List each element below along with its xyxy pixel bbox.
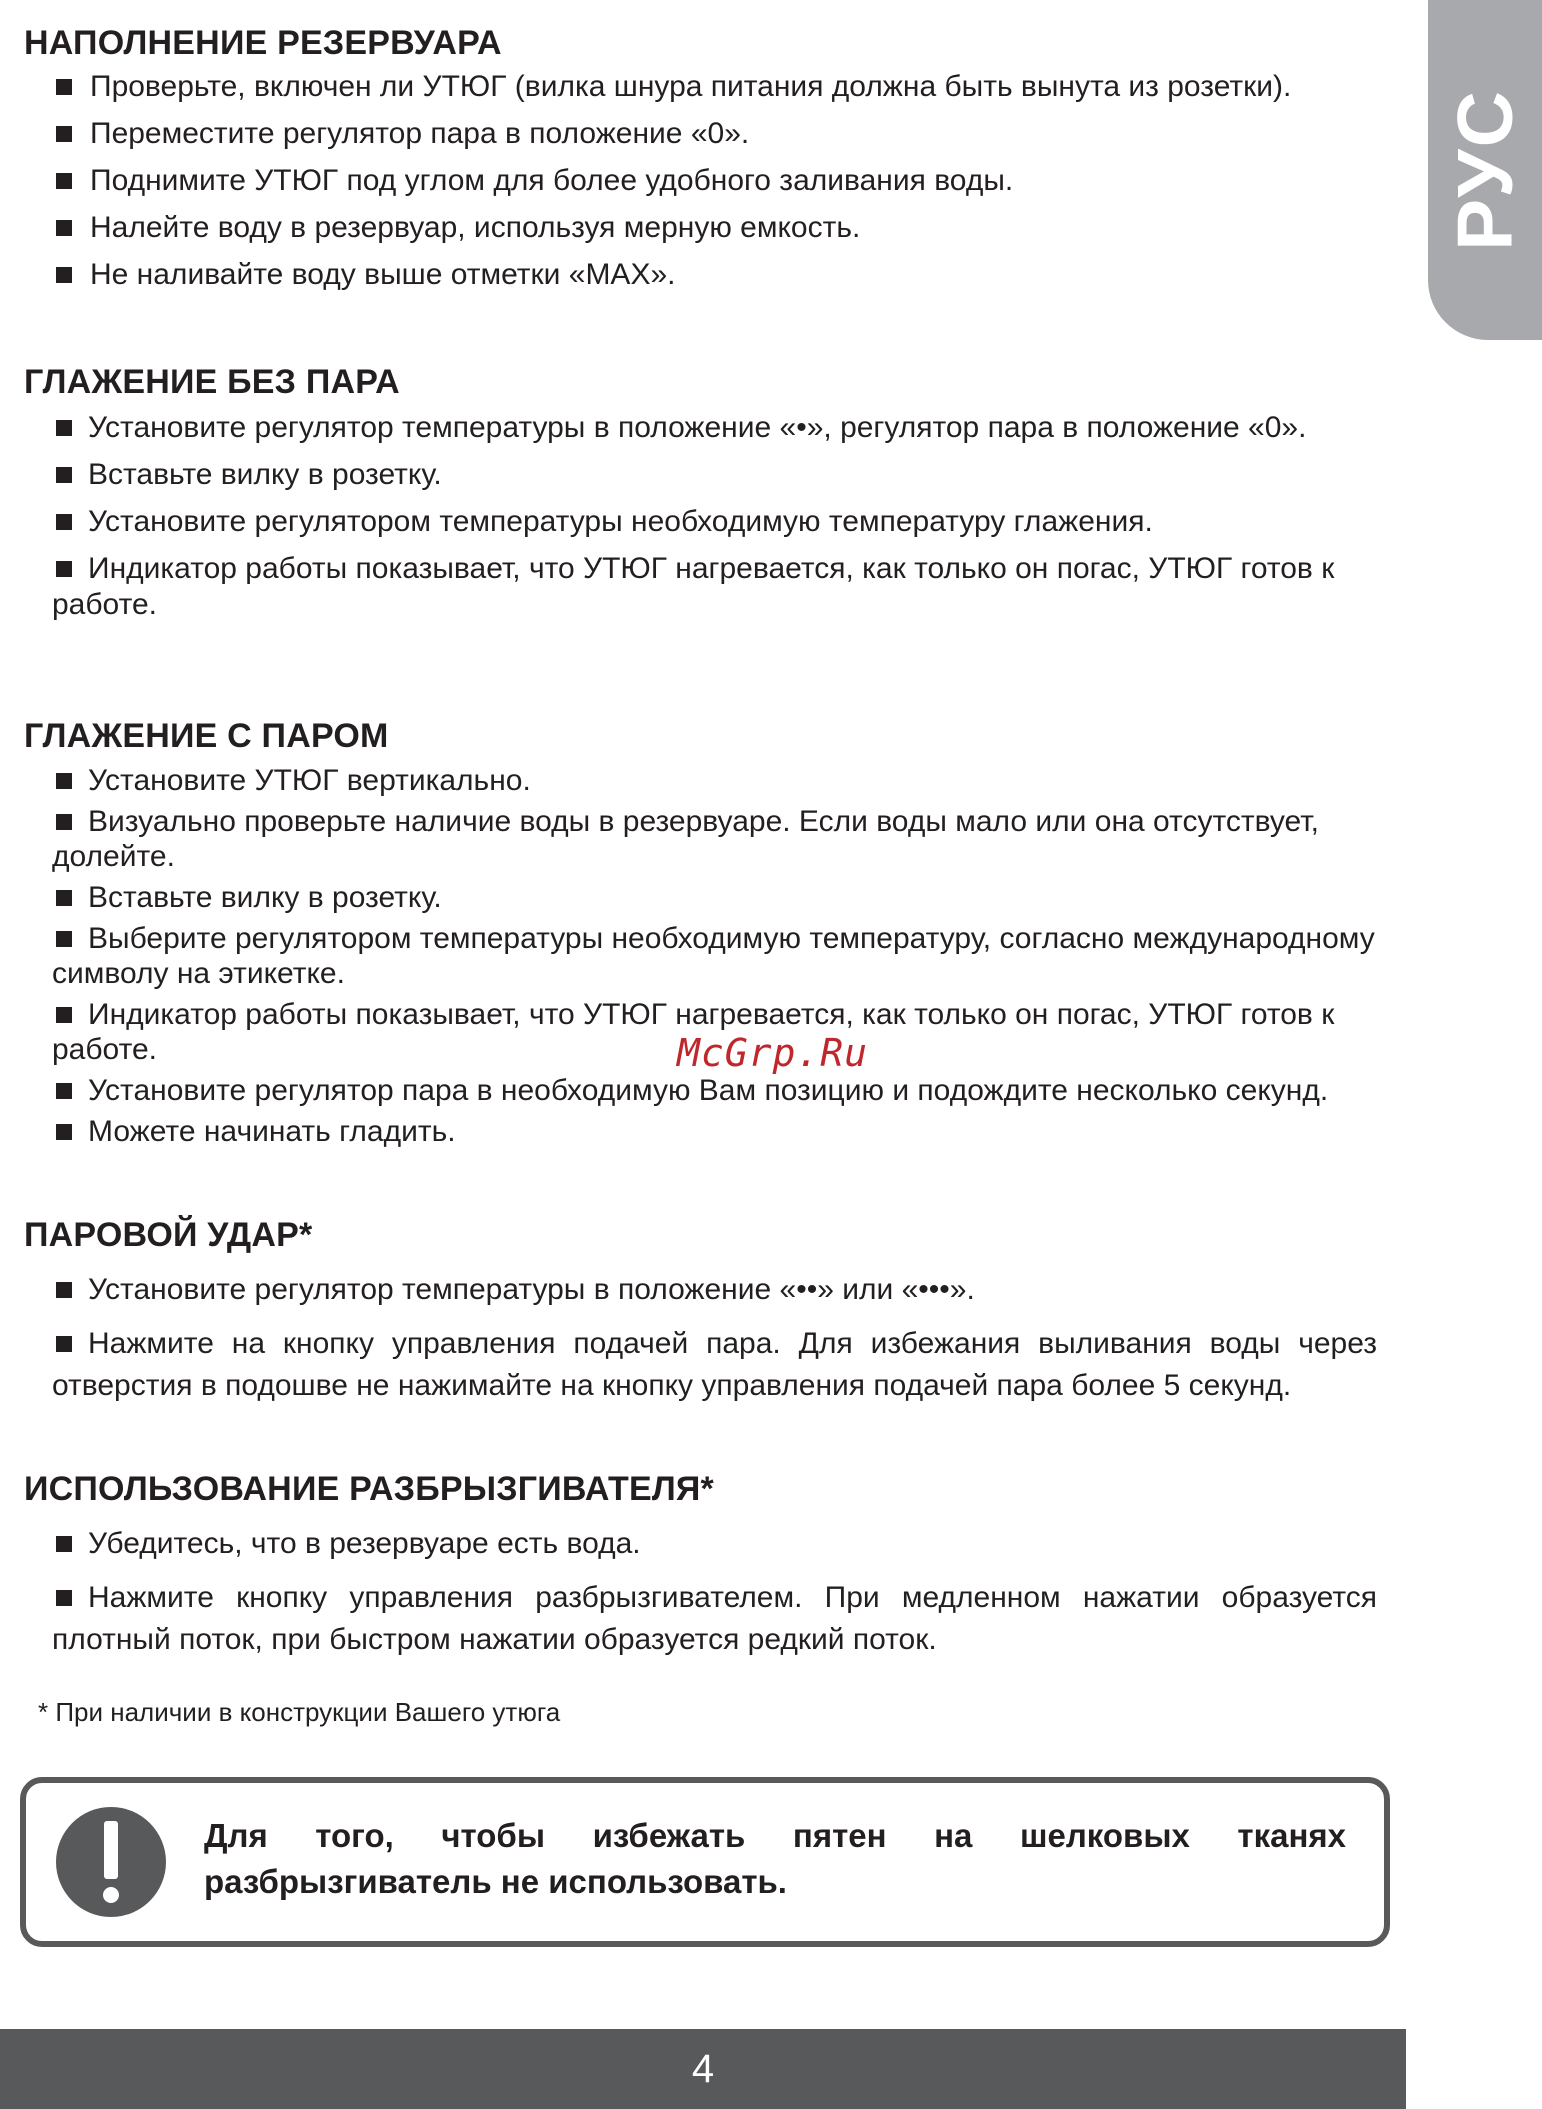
bullet-list bbox=[0, 69, 1400, 293]
list-item-text: Нажмите кнопку управления разбрызгивателем. При медленном нажатии образуется плотный поток, при быстром нажатии образуется редкий поток. bbox=[52, 1581, 1377, 1656]
list-item bbox=[0, 69, 1379, 105]
square-bullet-icon bbox=[56, 1536, 72, 1552]
list-item bbox=[0, 1073, 1377, 1108]
list-item bbox=[0, 1114, 1377, 1149]
list-item-text: Индикатор работы показывает, что УТЮГ нагревается, как только он погас, УТЮГ готов к работе. bbox=[52, 998, 1335, 1066]
list-item bbox=[0, 551, 1377, 623]
language-tab-label: РУС bbox=[1440, 89, 1529, 251]
section-title: ИСПОЛЬЗОВАНИЕ РАЗБРЫЗГИВАТЕЛЯ* bbox=[24, 1470, 714, 1508]
list-item-text: Визуально проверьте наличие воды в резервуаре. Если воды мало или она отсутствует, долейте. bbox=[52, 805, 1319, 873]
list-item-text: Убедитесь, что в резервуаре есть вода. bbox=[88, 1527, 641, 1560]
list-item bbox=[0, 1523, 1377, 1565]
list-item bbox=[0, 804, 1377, 874]
square-bullet-icon bbox=[56, 931, 72, 947]
list-item bbox=[0, 1269, 1377, 1311]
list-item-text: Нажмите на кнопку управления подачей пара. Для избежания выливания воды через отверстия в подошве не нажимайте на кнопку управления подачей пара более 5 секунд. bbox=[52, 1327, 1377, 1402]
list-item-text: Поднимите УТЮГ под углом для более удобного заливания воды. bbox=[90, 164, 1014, 197]
list-item bbox=[0, 210, 1379, 246]
list-item bbox=[0, 1577, 1377, 1661]
warning-text: Для того, чтобы избежать пятен на шелковых тканях разбрызгиватель не использовать. bbox=[204, 1817, 1346, 1900]
square-bullet-icon bbox=[56, 420, 72, 436]
list-item-text: Установите регулятором температуры необходимую температуру глажения. bbox=[88, 505, 1153, 538]
square-bullet-icon bbox=[56, 1007, 72, 1023]
list-item-text: Вставьте вилку в розетку. bbox=[88, 458, 442, 491]
section-ironing-with-steam bbox=[0, 717, 1400, 1155]
list-item bbox=[0, 504, 1377, 540]
language-tab bbox=[1428, 0, 1542, 340]
list-item-text: Индикатор работы показывает, что УТЮГ нагревается, как только он погас, УТЮГ готов к работе. bbox=[52, 552, 1335, 621]
watermark: McGrp.Ru bbox=[677, 1031, 869, 1075]
square-bullet-icon bbox=[56, 1590, 72, 1606]
list-item-text: Налейте воду в резервуар, используя мерную емкость. bbox=[90, 211, 861, 244]
square-bullet-icon bbox=[56, 890, 72, 906]
square-bullet-icon bbox=[56, 1083, 72, 1099]
list-item bbox=[0, 257, 1379, 293]
square-bullet-icon bbox=[56, 467, 72, 483]
warning-box bbox=[20, 1777, 1390, 1947]
list-item-text: Установите регулятор пара в необходимую Вам позицию и подождите несколько секунд. bbox=[88, 1074, 1329, 1107]
bullet-list bbox=[0, 1269, 1400, 1407]
section-steam-shot bbox=[0, 1216, 1400, 1419]
square-bullet-icon bbox=[56, 1124, 72, 1140]
section-title: ПАРОВОЙ УДАР* bbox=[24, 1216, 313, 1254]
section-sprayer-use bbox=[0, 1470, 1400, 1673]
list-item bbox=[0, 163, 1379, 199]
square-bullet-icon bbox=[56, 1282, 72, 1298]
square-bullet-icon bbox=[56, 561, 72, 577]
square-bullet-icon bbox=[56, 173, 72, 189]
page-number: 4 bbox=[691, 2047, 715, 2091]
section-title: НАПОЛНЕНИЕ РЕЗЕРВУАРА bbox=[24, 24, 502, 62]
section-title: ГЛАЖЕНИЕ С ПАРОМ bbox=[24, 717, 389, 755]
square-bullet-icon bbox=[56, 773, 72, 789]
square-bullet-icon bbox=[56, 814, 72, 830]
footnote: * При наличии в конструкции Вашего утюга bbox=[38, 1697, 561, 1727]
list-item bbox=[0, 763, 1377, 798]
bullet-list bbox=[0, 763, 1400, 1149]
list-item-text: Проверьте, включен ли УТЮГ (вилка шнура питания должна быть вынута из розетки). bbox=[90, 70, 1292, 103]
footer-bar bbox=[0, 2029, 1406, 2109]
list-item-text: Выберите регулятором температуры необходимую температуру, согласно международному символу на этикетке. bbox=[52, 922, 1375, 990]
square-bullet-icon bbox=[56, 220, 72, 236]
list-item-text: Переместите регулятор пара в положение «0». bbox=[90, 117, 750, 150]
list-item-text: Вставьте вилку в розетку. bbox=[88, 881, 442, 914]
bullet-list bbox=[0, 1523, 1400, 1661]
square-bullet-icon bbox=[56, 514, 72, 530]
list-item-text: Можете начинать гладить. bbox=[88, 1115, 456, 1148]
list-item-text: Установите УТЮГ вертикально. bbox=[88, 764, 531, 797]
exclamation-icon bbox=[56, 1807, 166, 1917]
list-item-text: Установите регулятор температуры в положение «••» или «•••». bbox=[88, 1273, 975, 1306]
list-item bbox=[0, 921, 1377, 991]
list-item bbox=[0, 880, 1377, 915]
list-item-text: Не наливайте воду выше отметки «MAX». bbox=[90, 258, 676, 291]
section-title: ГЛАЖЕНИЕ БЕЗ ПАРА bbox=[24, 363, 400, 401]
square-bullet-icon bbox=[56, 126, 72, 142]
section-ironing-without-steam bbox=[0, 363, 1400, 634]
square-bullet-icon bbox=[56, 1336, 72, 1352]
bullet-list bbox=[0, 410, 1400, 623]
list-item bbox=[0, 410, 1377, 446]
square-bullet-icon bbox=[56, 79, 72, 95]
list-item-text: Установите регулятор температуры в положение «•», регулятор пара в положение «0». bbox=[88, 411, 1307, 444]
list-item bbox=[0, 116, 1379, 152]
section-filling-reservoir bbox=[0, 24, 1400, 304]
square-bullet-icon bbox=[56, 267, 72, 283]
list-item bbox=[0, 457, 1377, 493]
list-item bbox=[0, 1323, 1377, 1407]
